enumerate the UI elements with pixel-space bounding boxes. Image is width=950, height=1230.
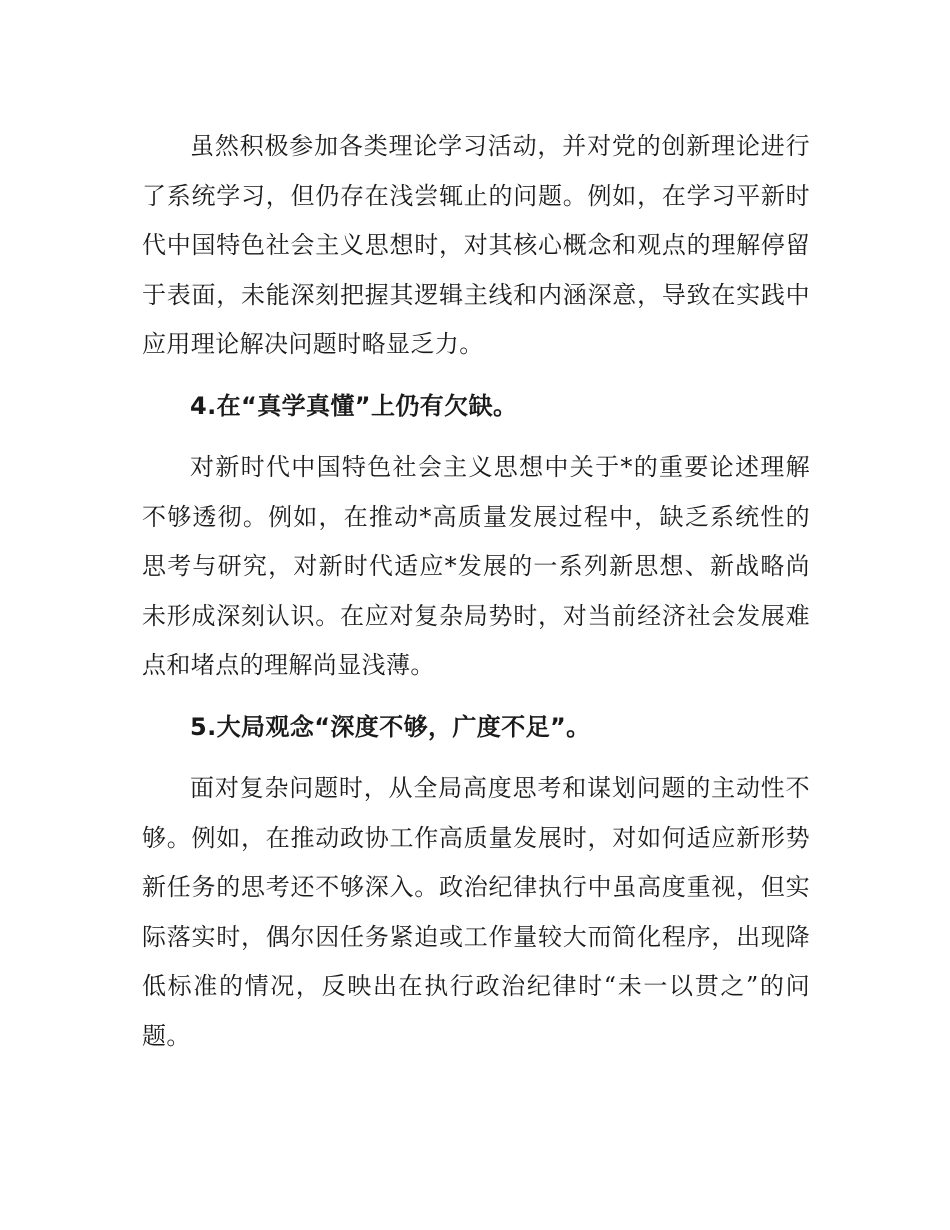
document-body	[142, 122, 810, 1061]
body-paragraph-understanding: 对新时代中国特色社会主义思想中关于*的重要论述理解不够透彻。例如，在推动*高质量发展过程中，缺乏系统性的思考与研究，对新时代适应*发展的一系列新思想、新战略尚未形成深刻认识。在应对复杂局势时，对当前经济社会发展难点和堵点的理解尚显浅薄。	[142, 453, 810, 679]
section-heading-5: 5.大局观念“深度不够，广度不足”。	[190, 712, 591, 741]
section-heading-4: 4.在“真学真懂”上仍有欠缺。	[190, 391, 518, 420]
body-paragraph-theory-study: 虽然积极参加各类理论学习活动，并对党的创新理论进行了系统学习，但仍存在浅尝辄止的问题。例如，在学习平新时代中国特色社会主义思想时，对其核心概念和观点的理解停留于表面，未能深刻把握其逻辑主线和内涵深意，导致在实践中应用理论解决问题时略显乏力。	[142, 132, 810, 358]
body-paragraph-overall-view: 面对复杂问题时，从全局高度思考和谋划问题的主动性不够。例如，在推动政协工作高质量发展时，对如何适应新形势新任务的思考还不够深入。政治纪律执行中虽高度重视，但实际落实时，偶尔因任务紧迫或工作量较大而简化程序，出现降低标准的情况，反映出在执行政治纪律时“未一以贯之”的问题。	[142, 774, 810, 1050]
